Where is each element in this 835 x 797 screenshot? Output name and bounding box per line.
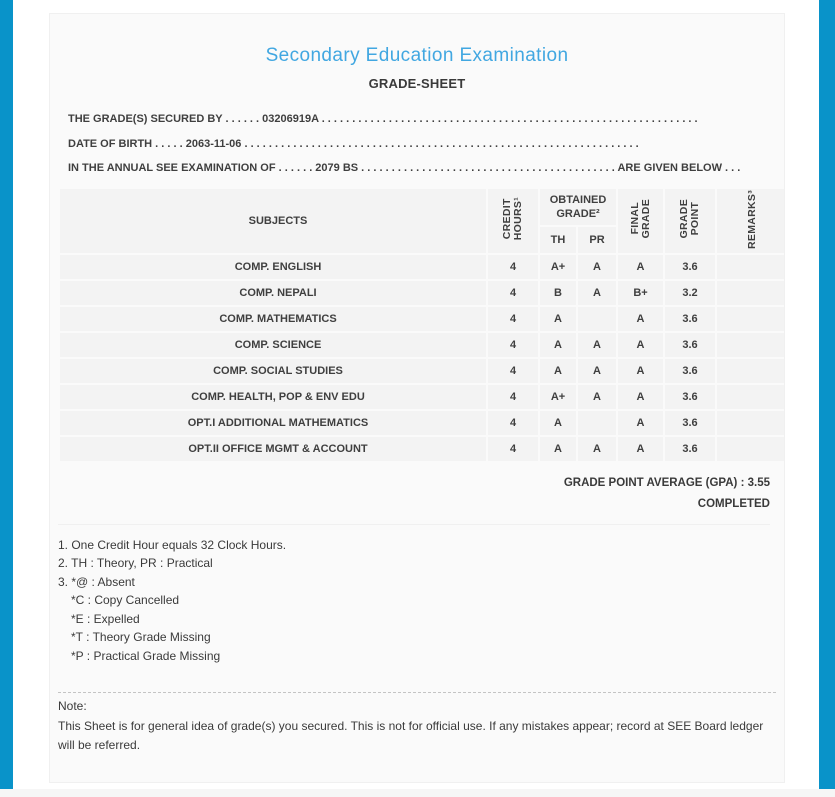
grade-sheet-card [49, 13, 785, 783]
cell-credit: 4 [488, 359, 538, 383]
footnote-practical-missing: *P : Practical Grade Missing [71, 649, 221, 664]
cell-gp: 3.6 [665, 255, 715, 279]
table-row [60, 255, 785, 279]
cell-remarks [717, 385, 785, 409]
grades-table [58, 187, 785, 463]
note-text: This Sheet is for general idea of grade(s) you secured. This is not for official use. If any mistakes appear; record at SEE Board ledger will be referred. [58, 718, 764, 752]
credit-hours-vertical-label: CREDIT HOURS¹ [501, 197, 524, 241]
cell-remarks [717, 333, 785, 357]
cell-final: A [618, 411, 663, 435]
cell-subject: OPT.II OFFICE MGMT & ACCOUNT [60, 437, 486, 461]
cell-subject: COMP. HEALTH, POP & ENV EDU [60, 385, 486, 409]
cell-subject: COMP. SOCIAL STUDIES [60, 359, 486, 383]
cell-credit: 4 [488, 281, 538, 305]
status-badge: COMPLETED [697, 497, 770, 510]
cell-remarks [717, 411, 785, 435]
cell-subject: COMP. NEPALI [60, 281, 486, 305]
cell-pr: A [578, 255, 616, 279]
footnotes [58, 536, 776, 666]
table-row [60, 281, 785, 305]
cell-th: A+ [540, 255, 576, 279]
cell-pr [578, 411, 616, 435]
col-header-subjects: SUBJECTS [60, 189, 486, 253]
cell-final: A [618, 255, 663, 279]
result-summary [58, 477, 770, 525]
date-of-birth-line: DATE OF BIRTH . . . . . 2063-11-06 . . . . . . . . . . . . . . . . . . . . . . . . . . . . . . . . . . . . . . . . . . . . . . . . . . . . . . . . . . . . . . . . . [68, 137, 639, 150]
cell-credit: 4 [488, 411, 538, 435]
footnote-expelled: *E : Expelled [71, 611, 140, 626]
table-row [60, 359, 785, 383]
cell-gp: 3.6 [665, 411, 715, 435]
cell-final: A [618, 359, 663, 383]
page-border-left [0, 0, 13, 789]
cell-gp: 3.6 [665, 333, 715, 357]
cell-pr: A [578, 437, 616, 461]
cell-remarks [717, 359, 785, 383]
cell-th: A [540, 333, 576, 357]
cell-th: A [540, 437, 576, 461]
cell-credit: 4 [488, 385, 538, 409]
footnote-absent: 3. *@ : Absent [58, 574, 135, 589]
cell-remarks [717, 437, 785, 461]
table-row [60, 333, 785, 357]
col-header-obtained-grade: OBTAINED GRADE² [540, 189, 616, 225]
cell-final: A [618, 437, 663, 461]
remarks-vertical-label: REMARKS³ [746, 189, 759, 249]
col-header-final-grade [618, 189, 663, 253]
col-header-remarks [717, 189, 785, 253]
footnote-credit-hours: 1. One Credit Hour equals 32 Clock Hours. [58, 537, 287, 552]
cell-subject: COMP. SCIENCE [60, 333, 486, 357]
cell-remarks [717, 281, 785, 305]
table-row [60, 307, 785, 331]
cell-th: B [540, 281, 576, 305]
exam-year-line: IN THE ANNUAL SEE EXAMINATION OF . . . . . . 2079 BS . . . . . . . . . . . . . . . . . . . . . . . . . . . . . . . . . . . . . . . . . . ARE GIVEN BELOW . . . [68, 162, 741, 174]
cell-credit: 4 [488, 437, 538, 461]
cell-th: A [540, 359, 576, 383]
cell-subject: COMP. ENGLISH [60, 255, 486, 279]
cell-th: A+ [540, 385, 576, 409]
footnote-theory-missing: *T : Theory Grade Missing [71, 630, 211, 645]
table-row [60, 437, 785, 461]
secured-by-line: THE GRADE(S) SECURED BY . . . . . . 03206919A . . . . . . . . . . . . . . . . . . . . . . . . . . . . . . . . . . . . . . . . . . . . . . . . . . . . . . . . . . . . . . [68, 113, 698, 125]
cell-remarks [717, 255, 785, 279]
col-header-credit-hours [488, 189, 538, 253]
cell-pr: A [578, 333, 616, 357]
cell-credit: 4 [488, 307, 538, 331]
gpa-value-line: GRADE POINT AVERAGE (GPA) : 3.55 [563, 476, 770, 489]
table-row [60, 385, 785, 409]
cell-th: A [540, 307, 576, 331]
cell-final: A [618, 333, 663, 357]
col-header-grade-point [665, 189, 715, 253]
cell-gp: 3.6 [665, 359, 715, 383]
grade-point-vertical-label: GRADE POINT [678, 199, 702, 239]
cell-pr: A [578, 359, 616, 383]
cell-final: B+ [618, 281, 663, 305]
table-row [60, 411, 785, 435]
cell-final: A [618, 307, 663, 331]
page-title: Secondary Education Examination [265, 45, 569, 66]
cell-final: A [618, 385, 663, 409]
cell-subject: OPT.I ADDITIONAL MATHEMATICS [60, 411, 486, 435]
cell-credit: 4 [488, 333, 538, 357]
cell-gp: 3.6 [665, 385, 715, 409]
final-grade-vertical-label: FINAL GRADE [628, 199, 652, 239]
footnote-th-pr: 2. TH : Theory, PR : Practical [58, 556, 213, 571]
cell-pr: A [578, 385, 616, 409]
candidate-meta [68, 107, 766, 181]
col-header-pr: PR [578, 227, 616, 253]
cell-pr: A [578, 281, 616, 305]
cell-th: A [540, 411, 576, 435]
cell-credit: 4 [488, 255, 538, 279]
dashed-divider [58, 692, 776, 693]
page-bottom-strip [0, 789, 835, 797]
cell-gp: 3.6 [665, 437, 715, 461]
page-border-right [819, 0, 835, 789]
cell-subject: COMP. MATHEMATICS [60, 307, 486, 331]
cell-remarks [717, 307, 785, 331]
note-label: Note: [58, 698, 87, 713]
cell-gp: 3.2 [665, 281, 715, 305]
sheet-subtitle: GRADE-SHEET [368, 76, 466, 91]
cell-pr [578, 307, 616, 331]
cell-gp: 3.6 [665, 307, 715, 331]
footnote-copy-cancelled: *C : Copy Cancelled [71, 593, 180, 608]
col-header-th: TH [540, 227, 576, 253]
